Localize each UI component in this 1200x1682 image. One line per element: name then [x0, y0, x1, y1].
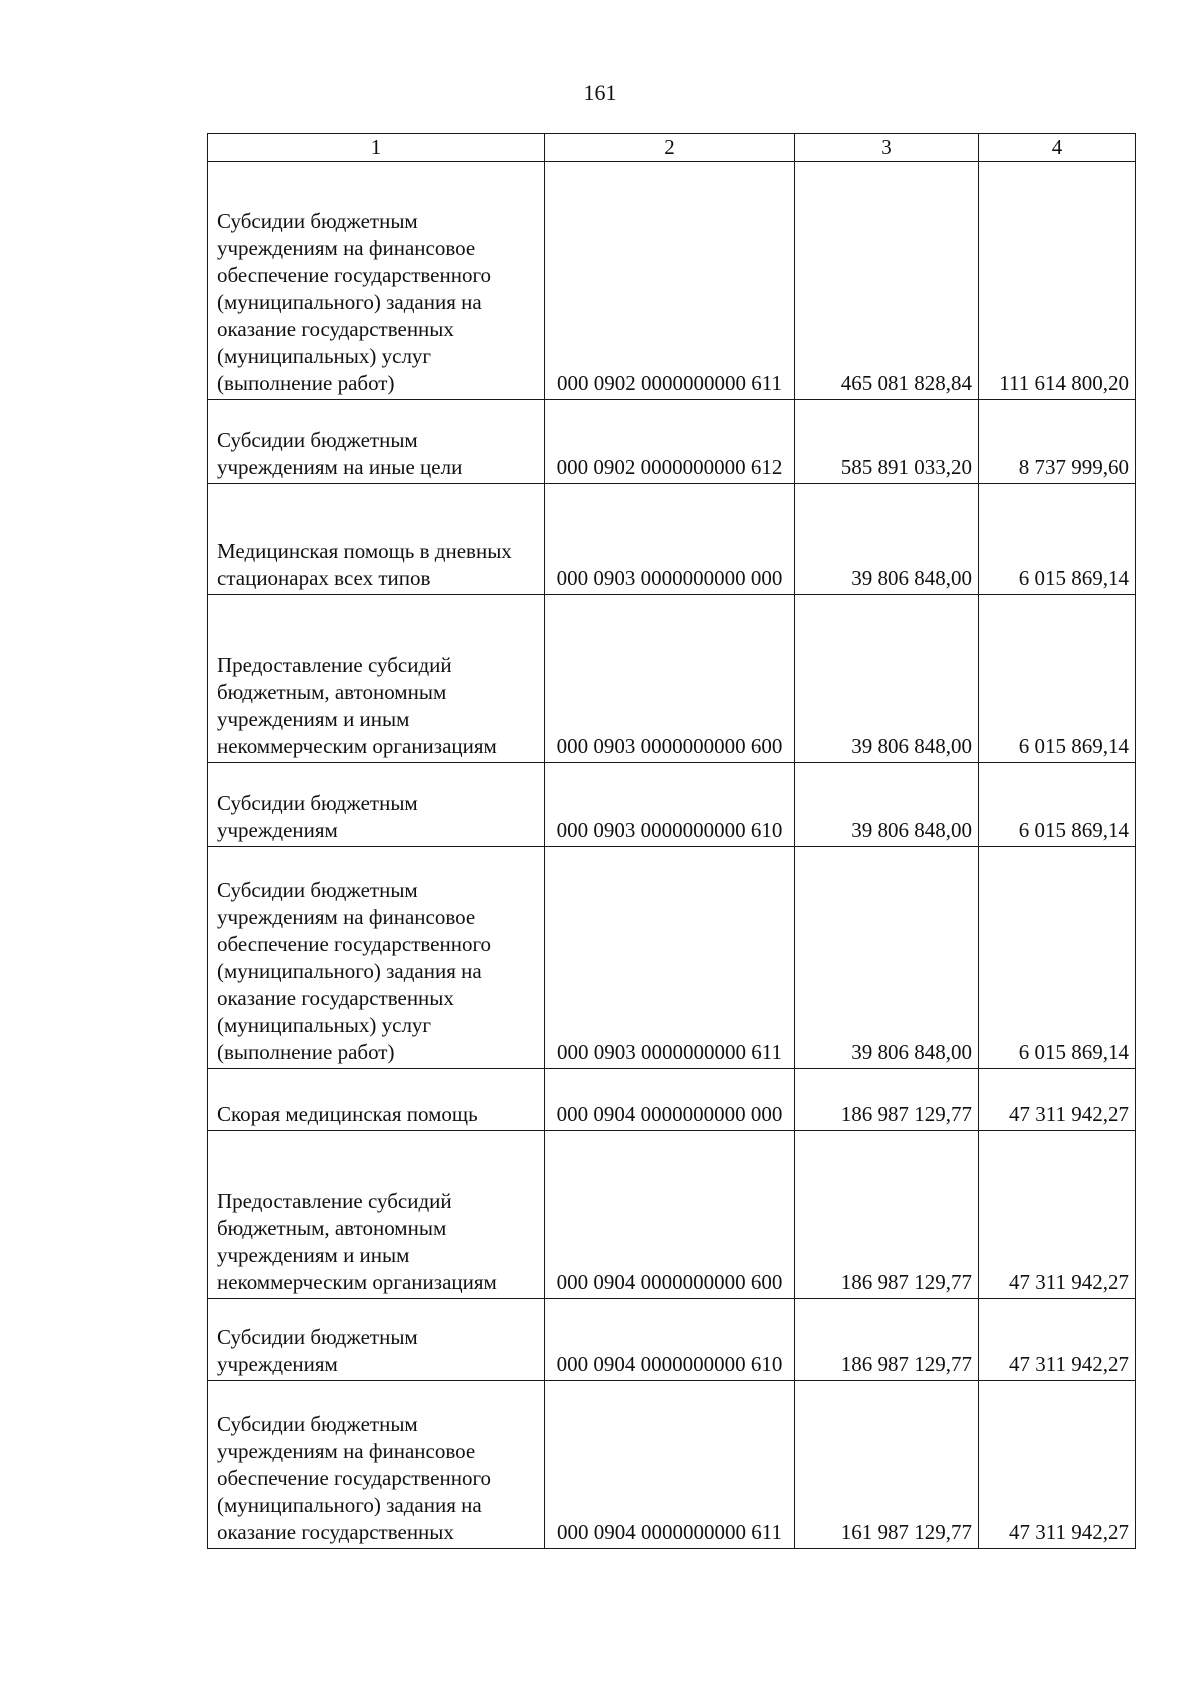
row-name: Субсидии бюджетным учреждениям на финансовое обеспечение государственного (муниципального) задания на оказание государственных (муниципальных) услуг (выполнение работ)	[217, 878, 492, 1064]
row-name-cell	[208, 763, 545, 847]
row-name-cell	[208, 847, 545, 1069]
row-value-3-cell	[795, 763, 979, 847]
row-value-3: 39 806 848,00	[851, 734, 972, 758]
row-name-cell	[208, 1069, 545, 1131]
row-code-cell	[545, 1381, 795, 1549]
row-value-4-cell	[979, 763, 1136, 847]
row-value-3: 186 987 129,77	[840, 1102, 972, 1126]
table-row	[208, 1069, 1136, 1131]
table-body	[208, 162, 1136, 1549]
row-value-4: 6 015 869,14	[1018, 818, 1129, 842]
row-value-3-cell	[795, 400, 979, 484]
table-row	[208, 1299, 1136, 1381]
row-value-4-cell	[979, 847, 1136, 1069]
row-code: 000 0904 0000000000 600	[556, 1270, 783, 1294]
budget-table	[207, 133, 1136, 1549]
table-header	[208, 134, 1136, 162]
row-value-3-cell	[795, 1381, 979, 1549]
row-value-4-cell	[979, 1299, 1136, 1381]
table-row	[208, 847, 1136, 1069]
row-code-cell	[545, 162, 795, 400]
row-value-4-cell	[979, 1069, 1136, 1131]
column-header-2: 2	[545, 134, 795, 162]
row-value-3-cell	[795, 1069, 979, 1131]
row-code-cell	[545, 847, 795, 1069]
row-value-3-cell	[795, 595, 979, 763]
row-name-cell	[208, 1299, 545, 1381]
row-name-cell	[208, 1131, 545, 1299]
row-name-cell	[208, 1381, 545, 1549]
row-code-cell	[545, 595, 795, 763]
row-code: 000 0904 0000000000 000	[556, 1102, 783, 1126]
row-value-4: 8 737 999,60	[1018, 455, 1129, 479]
table-row	[208, 162, 1136, 400]
row-value-3: 39 806 848,00	[851, 818, 972, 842]
row-code: 000 0903 0000000000 611	[557, 1040, 782, 1064]
row-name-cell	[208, 162, 545, 400]
row-code-cell	[545, 1299, 795, 1381]
table-row	[208, 1381, 1136, 1549]
table-row	[208, 595, 1136, 763]
row-name: Предоставление субсидий бюджетным, автономным учреждениям и иным некоммерческим организациям	[217, 653, 497, 758]
table-row	[208, 1131, 1136, 1299]
row-value-4: 111 614 800,20	[999, 371, 1129, 395]
row-code-cell	[545, 763, 795, 847]
row-name: Медицинская помощь в дневных стационарах всех типов	[217, 539, 512, 590]
row-value-3: 585 891 033,20	[840, 455, 972, 479]
row-code: 000 0903 0000000000 000	[556, 566, 783, 590]
row-value-3-cell	[795, 162, 979, 400]
row-code: 000 0903 0000000000 610	[556, 818, 783, 842]
row-value-4: 6 015 869,14	[1018, 1040, 1129, 1064]
row-name: Субсидии бюджетным учреждениям	[217, 791, 418, 842]
row-value-4: 47 311 942,27	[1009, 1352, 1129, 1376]
row-code-cell	[545, 1069, 795, 1131]
row-code-cell	[545, 400, 795, 484]
row-value-4: 47 311 942,27	[1009, 1520, 1129, 1544]
row-value-4-cell	[979, 1131, 1136, 1299]
row-value-3: 39 806 848,00	[851, 1040, 972, 1064]
row-value-4: 47 311 942,27	[1009, 1270, 1129, 1294]
row-value-4-cell	[979, 400, 1136, 484]
row-value-3: 186 987 129,77	[840, 1352, 972, 1376]
row-code: 000 0904 0000000000 611	[557, 1520, 782, 1544]
row-code: 000 0903 0000000000 600	[556, 734, 783, 758]
row-name: Субсидии бюджетным учреждениям на иные цели	[217, 428, 463, 479]
column-header-3: 3	[795, 134, 979, 162]
row-value-3-cell	[795, 484, 979, 595]
row-code-cell	[545, 484, 795, 595]
column-header-1: 1	[208, 134, 545, 162]
row-name-cell	[208, 400, 545, 484]
row-value-4: 6 015 869,14	[1018, 566, 1129, 590]
table-row	[208, 484, 1136, 595]
row-name: Субсидии бюджетным учреждениям на финансовое обеспечение государственного (муниципального) задания на оказание государственных (муниципальных) услуг (выполнение работ)	[217, 209, 492, 395]
row-code: 000 0902 0000000000 611	[557, 371, 782, 395]
row-value-4-cell	[979, 1381, 1136, 1549]
row-value-4: 6 015 869,14	[1018, 734, 1129, 758]
row-value-3: 39 806 848,00	[851, 566, 972, 590]
page-number: 161	[583, 80, 617, 105]
row-name: Субсидии бюджетным учреждениям	[217, 1325, 418, 1376]
row-value-3: 161 987 129,77	[840, 1520, 972, 1544]
row-name-cell	[208, 595, 545, 763]
row-code: 000 0904 0000000000 610	[556, 1352, 783, 1376]
row-value-3: 186 987 129,77	[840, 1270, 972, 1294]
row-name: Субсидии бюджетным учреждениям на финансовое обеспечение государственного (муниципального) задания на оказание государственных	[217, 1412, 492, 1544]
row-value-3-cell	[795, 847, 979, 1069]
row-name: Предоставление субсидий бюджетным, автономным учреждениям и иным некоммерческим организациям	[217, 1189, 497, 1294]
table-row	[208, 763, 1136, 847]
row-value-3-cell	[795, 1299, 979, 1381]
column-header-4: 4	[979, 134, 1136, 162]
row-code: 000 0902 0000000000 612	[556, 455, 783, 479]
row-value-4: 47 311 942,27	[1009, 1102, 1129, 1126]
table-row	[208, 400, 1136, 484]
row-name: Скорая медицинская помощь	[217, 1102, 478, 1126]
row-code-cell	[545, 1131, 795, 1299]
row-value-3: 465 081 828,84	[840, 371, 972, 395]
row-value-4-cell	[979, 595, 1136, 763]
row-value-4-cell	[979, 484, 1136, 595]
row-name-cell	[208, 484, 545, 595]
row-value-4-cell	[979, 162, 1136, 400]
row-value-3-cell	[795, 1131, 979, 1299]
header-row	[208, 134, 1136, 162]
